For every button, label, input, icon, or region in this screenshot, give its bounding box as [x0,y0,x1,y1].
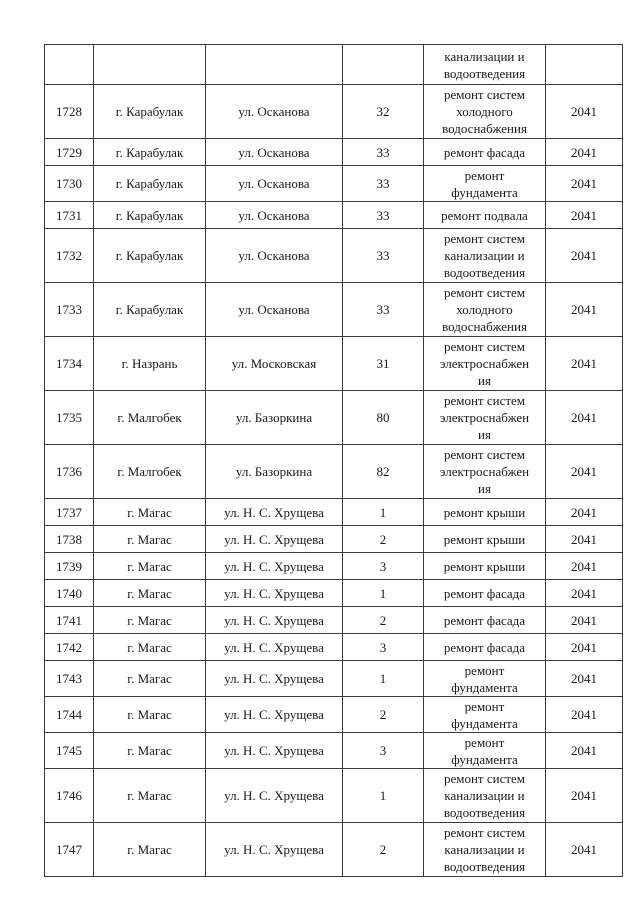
year-cell: 2041 [546,391,623,445]
work-type-cell [424,634,546,661]
table-row [45,283,623,337]
street-cell: ул. Базоркина [206,391,343,445]
city-cell: г. Карабулак [94,202,206,229]
city-cell [94,45,206,85]
work-type-line: ремонт систем [443,393,526,408]
work-type-line: водоотведения [443,265,526,280]
table-row [45,634,623,661]
city-cell: г. Магас [94,526,206,553]
row-number-cell: 1746 [45,769,94,823]
work-type-line: канализации и [444,842,525,857]
work-type-line: ремонт систем [443,825,526,840]
house-number-cell: 3 [343,553,424,580]
row-number-cell: 1740 [45,580,94,607]
table-row [45,85,623,139]
house-number-cell: 32 [343,85,424,139]
work-type-cell [424,553,546,580]
work-type-line: ремонт крыши [443,558,526,574]
street-cell: ул. Н. С. Хрущева [206,823,343,877]
work-type-line: электроснабжен [439,356,530,371]
year-cell: 2041 [546,769,623,823]
street-cell: ул. Базоркина [206,445,343,499]
row-number-cell: 1741 [45,607,94,634]
work-type-cell [424,139,546,166]
row-number-cell: 1734 [45,337,94,391]
table-row [45,229,623,283]
row-number-cell: 1729 [45,139,94,166]
work-type-line: ремонт фасада [443,144,526,160]
house-number-cell: 31 [343,337,424,391]
work-type-line: электроснабжен [439,410,530,425]
work-type-cell [424,661,546,697]
work-type-line: ремонт крыши [443,531,526,547]
house-number-cell: 1 [343,580,424,607]
city-cell: г. Магас [94,580,206,607]
work-type-line: ремонт систем [443,87,526,102]
city-cell: г. Магас [94,769,206,823]
street-cell: ул. Н. С. Хрущева [206,580,343,607]
work-type-cell [424,526,546,553]
city-cell: г. Магас [94,634,206,661]
city-cell: г. Магас [94,499,206,526]
work-type-line: водоотведения [443,65,526,81]
work-type-line: фундамента [451,184,518,200]
work-type-cell [424,337,546,391]
work-type-line: ремонт фасада [443,612,526,628]
house-number-cell: 33 [343,229,424,283]
house-number-cell [343,45,424,85]
street-cell: ул. Н. С. Хрущева [206,697,343,733]
work-type-cell [424,823,546,877]
year-cell: 2041 [546,733,623,769]
house-number-cell: 33 [343,202,424,229]
street-cell: ул. Московская [206,337,343,391]
city-cell: г. Малгобек [94,391,206,445]
table-row [45,139,623,166]
street-cell: ул. Осканова [206,283,343,337]
house-number-cell: 33 [343,139,424,166]
work-type-cell [424,166,546,202]
repair-schedule-table [44,44,623,877]
city-cell: г. Магас [94,661,206,697]
city-cell: г. Карабулак [94,85,206,139]
year-cell: 2041 [546,661,623,697]
house-number-cell: 1 [343,661,424,697]
year-cell: 2041 [546,283,623,337]
row-number-cell: 1744 [45,697,94,733]
work-type-line: ремонт [464,698,505,714]
work-type-line: ия [478,481,491,496]
year-cell: 2041 [546,697,623,733]
year-cell: 2041 [546,553,623,580]
row-number-cell: 1738 [45,526,94,553]
house-number-cell: 80 [343,391,424,445]
city-cell: г. Магас [94,823,206,877]
street-cell: ул. Н. С. Хрущева [206,499,343,526]
work-type-line: ремонт систем [443,447,526,462]
city-cell: г. Карабулак [94,229,206,283]
row-number-cell: 1745 [45,733,94,769]
street-cell: ул. Н. С. Хрущева [206,607,343,634]
row-number-cell: 1730 [45,166,94,202]
row-number-cell: 1737 [45,499,94,526]
street-cell: ул. Н. С. Хрущева [206,733,343,769]
table-row [45,769,623,823]
year-cell: 2041 [546,166,623,202]
work-type-line: электроснабжен [439,464,530,479]
work-type-line: ремонт систем [443,231,526,246]
row-number-cell: 1735 [45,391,94,445]
table-row [45,166,623,202]
year-cell: 2041 [546,337,623,391]
table-row [45,580,623,607]
work-type-line: канализации и [444,788,525,803]
table-row [45,697,623,733]
year-cell: 2041 [546,499,623,526]
house-number-cell: 2 [343,823,424,877]
work-type-cell [424,85,546,139]
work-type-line: водоснабжения [442,319,527,334]
work-type-line: фундамента [451,751,518,767]
work-type-line: ремонт фасада [443,639,526,655]
city-cell: г. Карабулак [94,283,206,337]
house-number-cell: 2 [343,697,424,733]
work-type-cell [424,202,546,229]
year-cell: 2041 [546,823,623,877]
city-cell: г. Магас [94,733,206,769]
work-type-line: ремонт фасада [443,585,526,601]
city-cell: г. Малгобек [94,445,206,499]
table-body [45,45,623,877]
work-type-line: водоотведения [443,859,526,874]
table-row [45,823,623,877]
year-cell: 2041 [546,202,623,229]
row-number-cell: 1747 [45,823,94,877]
work-type-line: холодного [456,302,513,317]
table-row [45,661,623,697]
year-cell: 2041 [546,229,623,283]
street-cell: ул. Осканова [206,202,343,229]
row-number-cell: 1732 [45,229,94,283]
row-number-cell: 1736 [45,445,94,499]
work-type-cell [424,229,546,283]
row-number-cell: 1743 [45,661,94,697]
row-number-cell [45,45,94,85]
table-row [45,553,623,580]
house-number-cell: 82 [343,445,424,499]
city-cell: г. Магас [94,697,206,733]
work-type-line: фундамента [451,715,518,731]
work-type-line: ремонт [464,167,505,183]
street-cell: ул. Осканова [206,139,343,166]
table-row [45,499,623,526]
work-type-cell [424,45,546,85]
year-cell: 2041 [546,607,623,634]
house-number-cell: 33 [343,283,424,337]
work-type-line: канализации и [444,248,525,263]
city-cell: г. Магас [94,607,206,634]
row-number-cell: 1728 [45,85,94,139]
house-number-cell: 33 [343,166,424,202]
year-cell: 2041 [546,85,623,139]
city-cell: г. Карабулак [94,166,206,202]
street-cell: ул. Осканова [206,85,343,139]
year-cell: 2041 [546,139,623,166]
work-type-line: ремонт систем [443,339,526,354]
street-cell: ул. Н. С. Хрущева [206,661,343,697]
table-row [45,607,623,634]
row-number-cell: 1742 [45,634,94,661]
work-type-line: ремонт подвала [441,207,528,223]
row-number-cell: 1739 [45,553,94,580]
table-row [45,45,623,85]
year-cell: 2041 [546,445,623,499]
work-type-cell [424,733,546,769]
street-cell: ул. Осканова [206,166,343,202]
city-cell: г. Магас [94,553,206,580]
work-type-cell [424,391,546,445]
work-type-line: канализации и [444,48,525,64]
house-number-cell: 1 [343,499,424,526]
table-row [45,202,623,229]
row-number-cell: 1733 [45,283,94,337]
work-type-line: фундамента [451,679,518,695]
work-type-cell [424,499,546,526]
year-cell: 2041 [546,580,623,607]
work-type-line: ремонт [464,662,505,678]
street-cell: ул. Н. С. Хрущева [206,553,343,580]
work-type-cell [424,580,546,607]
work-type-cell [424,445,546,499]
work-type-line: ремонт крыши [443,504,526,520]
work-type-line: ремонт [464,734,505,750]
work-type-cell [424,607,546,634]
year-cell: 2041 [546,634,623,661]
work-type-cell [424,283,546,337]
work-type-line: водоотведения [443,805,526,820]
work-type-line: ия [478,427,491,442]
row-number-cell: 1731 [45,202,94,229]
street-cell [206,45,343,85]
work-type-line: водоснабжения [442,121,527,136]
street-cell: ул. Н. С. Хрущева [206,526,343,553]
table-row [45,733,623,769]
work-type-line: холодного [456,104,513,119]
work-type-line: ремонт систем [443,285,526,300]
city-cell: г. Назрань [94,337,206,391]
street-cell: ул. Осканова [206,229,343,283]
work-type-cell [424,697,546,733]
table-row [45,445,623,499]
house-number-cell: 3 [343,634,424,661]
year-cell: 2041 [546,526,623,553]
house-number-cell: 1 [343,769,424,823]
street-cell: ул. Н. С. Хрущева [206,634,343,661]
house-number-cell: 2 [343,607,424,634]
work-type-line: ия [478,373,491,388]
city-cell: г. Карабулак [94,139,206,166]
table-row [45,526,623,553]
work-type-cell [424,769,546,823]
street-cell: ул. Н. С. Хрущева [206,769,343,823]
table-row [45,391,623,445]
house-number-cell: 3 [343,733,424,769]
work-type-line: ремонт систем [443,771,526,786]
house-number-cell: 2 [343,526,424,553]
year-cell [546,45,623,85]
table-row [45,337,623,391]
